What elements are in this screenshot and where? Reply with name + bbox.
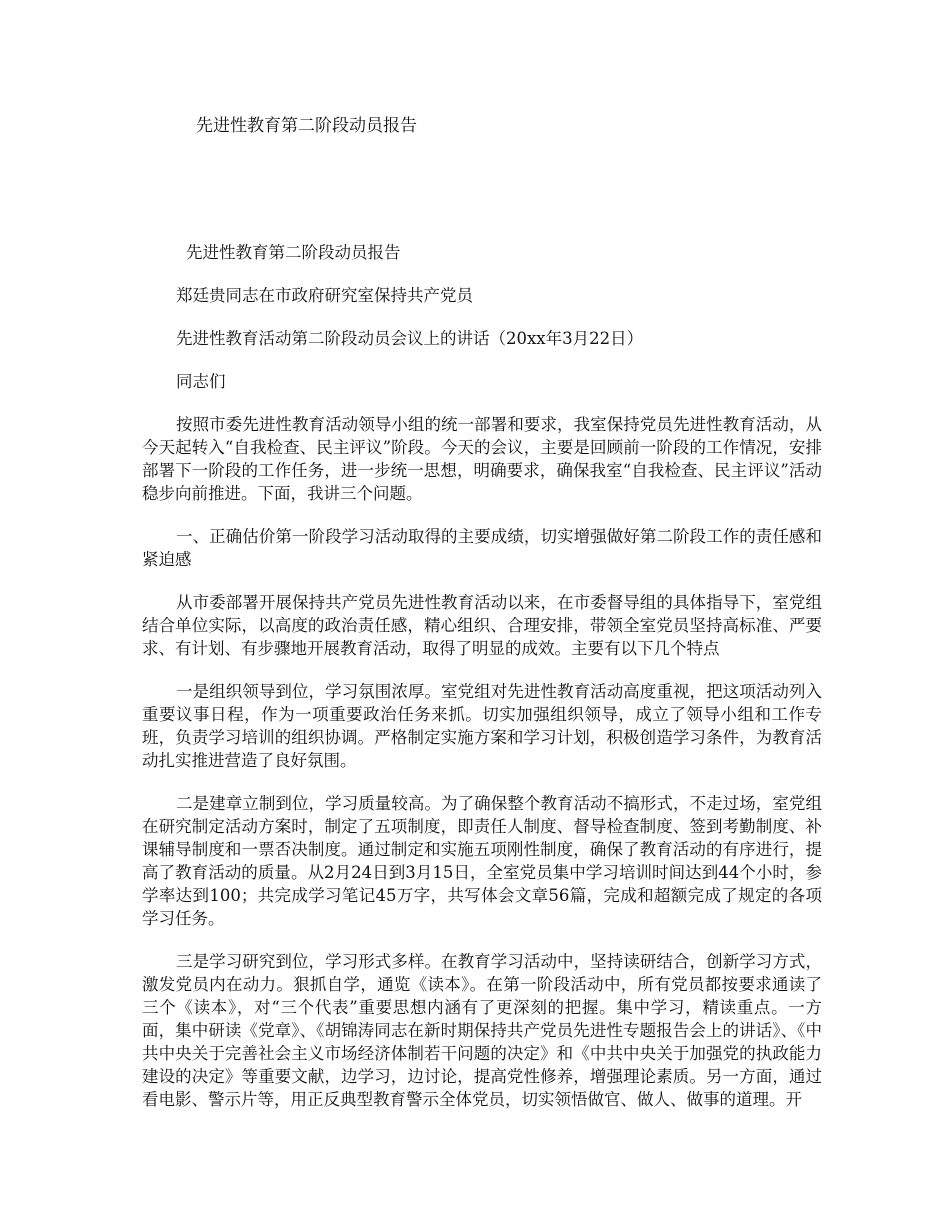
speaker-line: 郑廷贵同志在市政府研究室保持共产党员 xyxy=(176,286,473,305)
salutation: 同志们 xyxy=(176,372,226,391)
title-line: 先进性教育第二阶段动员报告 xyxy=(186,243,401,262)
paragraph-point-3: 三是学习研究到位，学习形式多样。在教育学习活动中，坚持读研结合，创新学习方式，激发党员内在动力。狠抓自学，通览《读本》。在第一阶段活动中，所有党员都按要求通读了三个《读本》，对“三个代表”重要思想内涵有了更深刻的把握。集中学习，精读重点。一方面，集中研读《党章》、《胡锦涛同志在新时期保持共产党员先进性专题报告会上的讲话》、《中共中央关于完善社会主义市场经济体制若干问题的决定》和《中共中央关于加强党的执政能力建设的决定》等重要文献，边学习，边讨论，提高党性修养，增强理论素质。另一方面，通过看电影、警示片等，用正反典型教育警示全体党员，切实领悟做官、做人、做事的道理。开 xyxy=(142,952,822,1109)
paragraph-overview: 从市委部署开展保持共产党员先进性教育活动以来，在市委督导组的具体指导下，室党组结合单位实际，以高度的政治责任感，精心组织、合理安排，带领全室党员坚持高标准、严要求、有计划、有步骤地开展教育活动，取得了明显的成效。主要有以下几个特点 xyxy=(142,593,822,658)
occasion-line: 先进性教育活动第二阶段动员会议上的讲话（20xx年3月22日） xyxy=(176,329,644,348)
section-heading-1: 一、正确估价第一阶段学习活动取得的主要成绩，切实增强做好第二阶段工作的责任感和紧迫感 xyxy=(142,527,822,569)
paragraph-point-1: 一是组织领导到位，学习氛围浓厚。室党组对先进性教育活动高度重视，把这项活动列入重要议事日程，作为一项重要政治任务来抓。切实加强组织领导，成立了领导小组和工作专班，负责学习培训的组织协调。严格制定实施方案和学习计划，积极创造学习条件，为教育活动扎实推进营造了良好氛围。 xyxy=(142,682,822,770)
document-body xyxy=(142,241,822,1111)
paragraph-intro: 按照市委先进性教育活动领导小组的统一部署和要求，我室保持党员先进性教育活动，从今天起转入“自我检查、民主评议”阶段。今天的会议，主要是回顾前一阶段的工作情况，安排部署下一阶段的工作任务，进一步统一思想，明确要求，确保我室“自我检查、民主评议”活动稳步向前推进。下面，我讲三个问题。 xyxy=(142,415,822,503)
header-title: 先进性教育第二阶段动员报告 xyxy=(196,116,417,136)
paragraph-point-2: 二是建章立制到位，学习质量较高。为了确保整个教育活动不搞形式，不走过场，室党组在研究制定活动方案时，制定了五项制度，即责任人制度、督导检查制度、签到考勤制度、补课辅导制度和一票否决制度。通过制定和实施五项刚性制度，确保了教育活动的有序进行，提高了教育活动的质量。从2月24日到3月15日，全室党员集中学习培训时间达到44个小时，参学率达到100；共完成学习笔记45万字，共写体会文章56篇，完成和超额完成了规定的各项学习任务。 xyxy=(142,794,822,928)
